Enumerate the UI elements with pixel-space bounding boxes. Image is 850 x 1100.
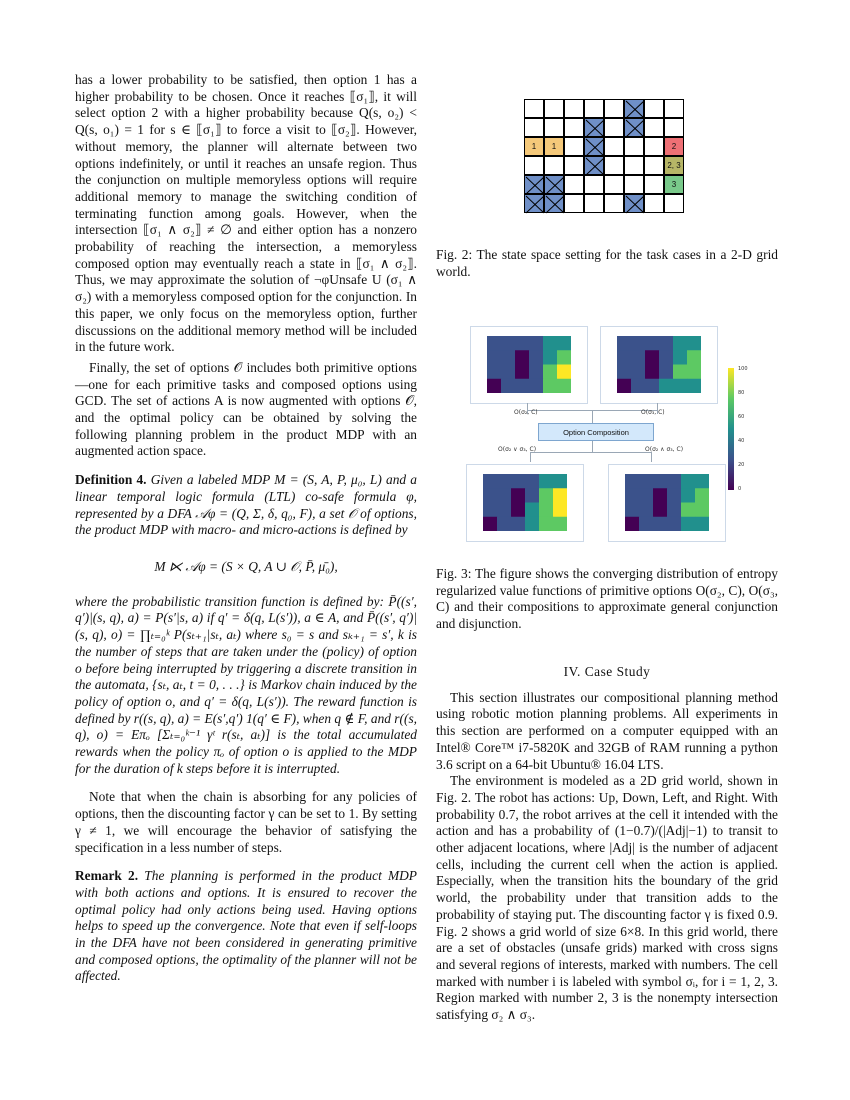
grid-cell [544,99,564,118]
heatmap-cell [631,365,645,380]
heatmap-cell [497,474,511,489]
connector-line [530,452,652,453]
heatmap-cell [659,350,673,365]
heatmap-cell [539,517,553,531]
colorbar-tick: 60 [738,414,745,420]
heatmap-cell [645,379,659,393]
label-conjunction: O(σ₂ ∧ σ₃, C) [645,446,684,453]
heatmap-cell [625,474,639,489]
heatmap-cell [529,365,543,380]
heatmap-cell [497,488,511,503]
labeled-cell: 3 [664,175,684,194]
heatmap-cell [617,379,631,393]
heatmap-cell [553,503,567,518]
heatmap-cell [487,336,501,351]
heatmap-cell [667,503,681,518]
remark-heading: Remark 2. [75,868,139,884]
heatmap-cell [557,365,571,380]
obstacle-cell [524,194,544,213]
grid-cell [584,175,604,194]
grid-cell [664,99,684,118]
heatmap-cell [497,503,511,518]
heatmap-cell [631,379,645,393]
grid-cell [564,194,584,213]
heatmap-cell [681,517,695,531]
heatmap-cell [673,336,687,351]
grid-cell [644,194,664,213]
colorbar-tick: 0 [738,486,742,492]
grid-cell [624,137,644,156]
heatmap-cell [659,336,673,351]
heatmap-cell [483,517,497,531]
heatmap-cell [667,488,681,503]
heatmap-cell [687,350,701,365]
label-disjunction: O(σ₂ ∨ σ₃, C) [498,446,537,453]
heatmap-cell [487,379,501,393]
heatmap-cell [553,474,567,489]
label-sigma3: O(σ₃, C) [641,409,665,416]
heatmap-cell [659,379,673,393]
heatmap-cell [625,488,639,503]
grid-cell [624,156,644,175]
heatmap-cell [543,365,557,380]
fig2-caption: Fig. 2: The state space setting for the task cases in a 2-D grid world. [436,247,778,279]
obstacle-cell [524,175,544,194]
heatmap-cell [625,503,639,518]
heatmap-box-conjunction [608,464,726,542]
cross-icon [585,138,605,157]
connector-line [530,452,531,462]
heatmap-cell [653,474,667,489]
heatmap-cell [695,474,709,489]
grid-cell [644,175,664,194]
heatmap-cell [501,365,515,380]
heatmap-cell [501,350,515,365]
heatmap-cell [653,488,667,503]
cross-icon [545,176,565,195]
heatmap-cell [529,350,543,365]
heatmap-box-sigma3 [600,326,718,404]
heatmap-cell [501,336,515,351]
heatmap-cell [487,350,501,365]
definition-4 [75,472,417,539]
heatmap-cell [639,474,653,489]
labeled-cell: 2, 3 [664,156,684,175]
connector-line [592,410,593,423]
cross-icon [585,157,605,176]
heatmap-cell [687,379,701,393]
heatmap-cell [515,350,529,365]
heatmap-cell [557,350,571,365]
heatmap-cell [639,488,653,503]
grid-cell [604,156,624,175]
heatmap-cell [511,488,525,503]
grid-cell [664,118,684,137]
heatmap-cell [525,474,539,489]
grid-cell [564,175,584,194]
labeled-cell: 1 [524,137,544,156]
heatmap-cell [673,379,687,393]
grid-cell [604,137,624,156]
cross-icon [585,119,605,138]
grid-cell [524,118,544,137]
heatmap-cell [631,336,645,351]
grid-cell [544,156,564,175]
obstacle-cell [584,156,604,175]
heatmap-cell [483,488,497,503]
connector-line [651,452,652,462]
grid-cell [564,156,584,175]
grid-cell [584,99,604,118]
heatmap-cell [539,474,553,489]
heatmap-cell [501,379,515,393]
remark-2 [75,868,417,985]
heatmap-sigma3 [617,336,701,393]
heatmap-cell [557,379,571,393]
heatmap-cell [695,488,709,503]
grid-cell [564,99,584,118]
heatmap-cell [681,474,695,489]
heatmap-cell [695,503,709,518]
grid-cell [644,99,664,118]
grid-cell [604,194,624,213]
grid-cell [584,194,604,213]
left-column [75,72,417,985]
heatmap-cell [653,503,667,518]
grid-cell [524,156,544,175]
right-column-text [436,664,778,1024]
heatmap-disjunction [483,474,567,531]
obstacle-cell [624,99,644,118]
heatmap-cell [525,503,539,518]
heatmap-cell [543,336,557,351]
cross-icon [545,195,565,214]
product-mdp-equation: M ⋉ 𝒜φ = (S × Q, A ∪ 𝒪, P̄, μ̄₀), [154,558,338,574]
grid-world-figure [524,99,685,235]
obstacle-cell [624,194,644,213]
colorbar-tick: 80 [738,390,745,396]
labeled-cell: 2 [664,137,684,156]
cross-icon [625,100,645,119]
definition-where: where the probabilistic transition function is defined by: P̄((s′, q′)|(s, q), a) = P(s′|s, a) if q′ = δ(q, L(s′)), a ∈ A, and P̄((s′, q′)|(s, q), o) = ∏ₜ₌₀ᵏ P(sₜ₊₁|sₜ, aₜ) where s₀ = s and sₖ₊₁ = s′, k is the number of steps that are taken under the (policy) of option o before being interrupted by triggering a discrete transition in the automata, {sₜ, aₜ, t = 0, . . .} is Markov chain induced by the policy of option o, and q′ = δ(q, L(s′)). The reward function is defined by r((s, q), a) = E(s′,q′) 1(q′ ∈ F), when q ∉ F, and r((s, q), o) = Eπₒ [Σₜ₌₀ᵏ⁻¹ γᵗ r(sₜ, aₜ)] is the total accumulated rewards when the policy πₒ of option o is applied to the MDP for the duration of k steps before it is interrupted. [75,593,417,776]
heatmap-cell [529,336,543,351]
heatmap-cell [625,517,639,531]
grid-cell [644,137,664,156]
heatmap-cell [539,488,553,503]
grid-cell [644,118,664,137]
heatmap-cell [543,379,557,393]
heatmap-cell [487,365,501,380]
colorbar [728,368,734,490]
grid-cell [664,194,684,213]
obstacle-cell [544,194,564,213]
cross-icon [525,176,545,195]
remark-body: The planning is performed in the product MDP with both actions and options. It is ensured to recover the optimal policy had only actions being used. Having options helps to speed up the convergence. Note that even if self-loops in the DFA have not been considered in generating primitive and composed options, the optimality of the planner will not be affected. [75,868,417,984]
heatmap-cell [667,517,681,531]
heatmap-cell [659,365,673,380]
heatmap-cell [539,503,553,518]
obstacle-cell [544,175,564,194]
grid-cell [604,175,624,194]
heatmap-cell [543,350,557,365]
definition-body: Given a labeled MDP M = (S, A, P, μ₀, L) and a linear temporal logic formula (LTL) co-safe formula φ, represented by a DFA 𝒜φ = (Q, Σ, δ, q₀, F), a set 𝒪 of options, the product MDP with macro- and micro-actions is defined by [75,472,417,538]
heatmap-cell [681,488,695,503]
left-paragraph-1: has a lower probability to be satisfied, then option 1 has a higher probability to be chosen. Once it reaches ⟦σ₁⟧, it will select option 2 with a higher probability because Q(s, o₂) < Q(s, o₁) = 1 for s ∈ ⟦σ₁⟧ to force a visit to ⟦σ₂⟧. However, without memory, the planner will alternate between two options indefinitely, or until it reaches an unsafe region. Thus the conjunction on multiple memoryless options will require additional memory to manage the switching condition of terminating function among goals. However, when the intersection ⟦σ₁ ∧ σ₂⟧ ≠ ∅ and either option has a nonzero probability of reaching the intersection, a memoryless composed option may eventually reach a state in ⟦σ₁ ∧ σ₂⟧. Thus, we may approximate the solution of ¬φUnsafe U (σ₁ ∧ σ₂) with a memoryless composed option for the conjunction. In this paper, we only focus on the memoryless option, further discussions on the additional memory method will be included in the future work. [75,72,417,355]
grid-cell [624,175,644,194]
grid-cell [544,118,564,137]
heatmap-cell [617,365,631,380]
grid-cell [564,118,584,137]
left-paragraph-2: Finally, the set of options 𝒪 includes both primitive options—one for each primitive tasks and composed options using GCD. The set of actions A is now augmented with options 𝒪, and the optimal policy can be obtained by solving the following planning problem in the product MDP with an augmented action space. [75,359,417,459]
grid-cell [644,156,664,175]
heatmap-cell [645,336,659,351]
heatmap-cell [511,517,525,531]
heatmap-cell [529,379,543,393]
heatmap-cell [525,517,539,531]
heatmap-sigma2 [487,336,571,393]
labeled-cell: 1 [544,137,564,156]
heatmap-box-disjunction [466,464,584,542]
heatmap-cell [557,336,571,351]
heatmap-cell [673,350,687,365]
heatmap-cell [515,365,529,380]
obstacle-cell [584,118,604,137]
colorbar-tick: 40 [738,438,745,444]
heatmap-cell [483,474,497,489]
section-heading [436,664,778,681]
grid-cell [604,118,624,137]
heatmap-cell [687,336,701,351]
heatmap-cell [497,517,511,531]
heatmap-cell [617,336,631,351]
grid-cell [564,137,584,156]
option-composition-box: Option Composition [538,423,654,441]
grid-cell [524,99,544,118]
cross-icon [525,195,545,214]
heatmap-cell [645,350,659,365]
colorbar-tick: 100 [738,366,748,372]
section-title: IV. Case Study [563,664,651,679]
heatmap-cell [515,336,529,351]
right-paragraph-2: The environment is modeled as a 2D grid world, shown in Fig. 2. The robot has actions: Up, Down, Left, and Right. With probability 0.7, the robot arrives at the cell it intended with the action and has a probability of (1−0.7)/(|Adj|−1) to transit to other adjacent locations, where |Adj| is the number of adjacent cells, including the current cell when the action is applied. Especially, when the transition hits the boundary of the grid world, the probability under that transition adds to the probability of staying put. The discounting factor γ is fixed 0.9. Fig. 2 shows a grid world of size 6×8. In this grid world, there are a set of obstacles (unsafe grids) marked with cross signs and several regions of interests, marked with numbers. The cell marked with number i is labeled with symbol σᵢ, for i = 1, 2, 3. Region marked with number 2, 3 is the nonempty intersection satisfying σ₂ ∧ σ₃. [436,773,778,1023]
heatmap-cell [511,474,525,489]
heatmap-cell [653,517,667,531]
fig3-caption: Fig. 3: The figure shows the converging distribution of entropy regularized value functions of primitive options O(σ₂, C), O(σ₃, C) and their compositions to approximate general conjunction and disjunction. [436,566,778,632]
heatmap-box-sigma2 [470,326,588,404]
obstacle-cell [584,137,604,156]
right-paragraph-1: This section illustrates our compositional planning method using robotic motion planning problems. All experiments in this section are performed on a computer equipped with an Intel® Core™ i7-5820K and 32GB of RAM running a python 3.6 script on a 64-bit Ubuntu® 16.04 LTS. [436,689,778,772]
cross-icon [625,119,645,138]
definition-heading: Definition 4. [75,472,147,488]
heatmap-conjunction [625,474,709,531]
heatmap-cell [695,517,709,531]
label-sigma2: O(σ₂, C) [514,409,538,416]
colorbar-tick: 20 [738,462,745,468]
heatmap-cell [667,474,681,489]
heatmap-cell [639,503,653,518]
heatmap-cell [681,503,695,518]
heatmap-cell [673,365,687,380]
heatmap-cell [515,379,529,393]
heatmap-cell [639,517,653,531]
heatmap-cell [617,350,631,365]
heatmap-cell [553,488,567,503]
left-paragraph-3: Note that when the chain is absorbing for any policies of options, then the discounting factor γ can be set to 1. By setting γ ≠ 1, we will encourage the behavior of satisfying the specification in a less number of steps. [75,789,417,855]
heatmap-cell [553,517,567,531]
grid-cell [604,99,624,118]
heatmap-cell [483,503,497,518]
heatmap-cell [687,365,701,380]
heatmap-cell [645,365,659,380]
heatmap-cell [525,488,539,503]
cross-icon [625,195,645,214]
heatmap-cell [511,503,525,518]
heatmap-cell [631,350,645,365]
obstacle-cell [624,118,644,137]
